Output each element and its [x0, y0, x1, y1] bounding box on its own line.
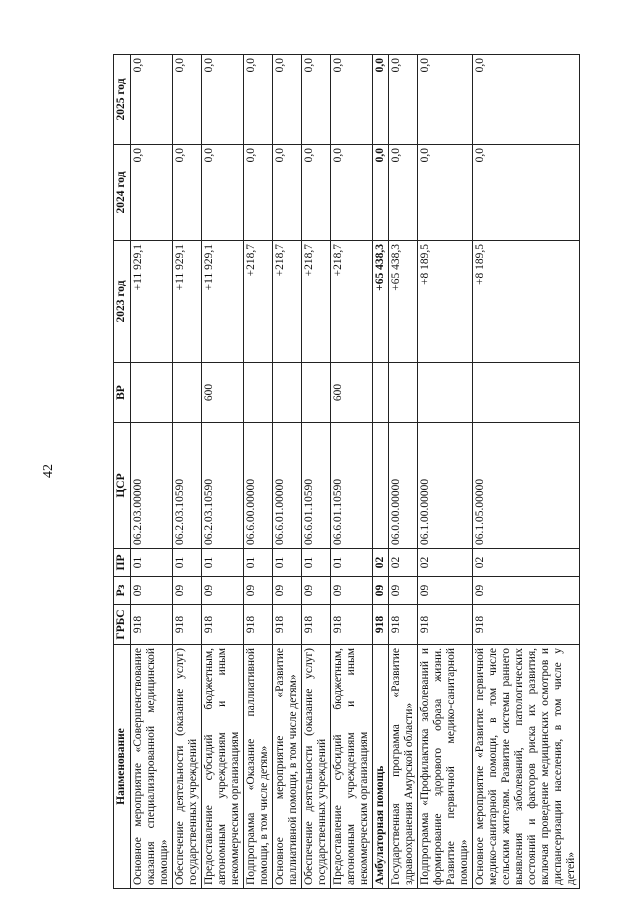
cell-pr: 02 [373, 549, 389, 577]
cell-pr: 01 [173, 549, 202, 577]
cell-csr: 06.1.00.00000 [418, 423, 473, 549]
cell-2023: +65 438,3 [373, 241, 389, 363]
header-pr: ПР [114, 549, 131, 577]
table-row [302, 55, 331, 889]
cell-vr [373, 363, 389, 423]
cell-name: Основное мероприятие «Развитие первичной медико-санитарной помощи, в том числе сельским жителям. Развитие системы раннего выявления заболеваний, патологических состояний и факторов риска их развития, включая проведение медицинских осмотров и диспансеризации населения, в том числе у детей» [473, 645, 580, 889]
cell-rz: 09 [302, 577, 331, 605]
cell-pr: 01 [131, 549, 173, 577]
cell-name: Обеспечение деятельности (оказание услуг) государственных учреждений [173, 645, 202, 889]
cell-pr: 01 [302, 549, 331, 577]
cell-csr: 06.2.03.10590 [202, 423, 244, 549]
cell-2025: 0,0 [173, 55, 202, 145]
cell-grbs: 918 [473, 605, 580, 645]
cell-pr: 02 [473, 549, 580, 577]
table-row [202, 55, 244, 889]
cell-2025: 0,0 [418, 55, 473, 145]
cell-name: Обеспечение деятельности (оказание услуг) государственных учреждений [302, 645, 331, 889]
cell-2025: 0,0 [331, 55, 373, 145]
cell-rz: 09 [389, 577, 418, 605]
cell-2023: +218,7 [273, 241, 302, 363]
cell-2025: 0,0 [131, 55, 173, 145]
cell-2023: +65 438,3 [389, 241, 418, 363]
cell-name: Государственная программа «Развитие здравоохранения Амурской области» [389, 645, 418, 889]
cell-pr: 02 [389, 549, 418, 577]
cell-rz: 09 [202, 577, 244, 605]
cell-grbs: 918 [302, 605, 331, 645]
cell-csr: 06.6.01.00000 [273, 423, 302, 549]
cell-grbs: 918 [244, 605, 273, 645]
cell-csr: 06.6.01.10590 [331, 423, 373, 549]
cell-rz: 09 [473, 577, 580, 605]
page-number: 42 [41, 464, 56, 478]
cell-vr [389, 363, 418, 423]
cell-csr: 06.6.01.10590 [302, 423, 331, 549]
cell-2025: 0,0 [302, 55, 331, 145]
table-body [131, 55, 580, 889]
header-csr: ЦСР [114, 423, 131, 549]
cell-vr [244, 363, 273, 423]
header-name: Наименование [114, 645, 131, 889]
cell-vr: 600 [202, 363, 244, 423]
cell-name: Подпрограмма «Оказание паллиативной помощи, в том числе детям» [244, 645, 273, 889]
cell-2025: 0,0 [244, 55, 273, 145]
cell-2025: 0,0 [202, 55, 244, 145]
table-row [173, 55, 202, 889]
cell-grbs: 918 [131, 605, 173, 645]
cell-pr: 01 [244, 549, 273, 577]
cell-rz: 09 [244, 577, 273, 605]
cell-vr: 600 [331, 363, 373, 423]
cell-2023: +11 929,1 [173, 241, 202, 363]
header-2025: 2025 год [114, 55, 131, 145]
table-row [473, 55, 580, 889]
cell-rz: 09 [418, 577, 473, 605]
table-row [273, 55, 302, 889]
cell-vr [418, 363, 473, 423]
cell-name: Предоставление субсидий бюджетным, автономным учреждениям и иным некоммерческим организациям [202, 645, 244, 889]
cell-grbs: 918 [418, 605, 473, 645]
cell-name: Подпрограмма «Профилактика заболеваний и формирование здорового образа жизни. Развитие первичной медико-санитарной помощи» [418, 645, 473, 889]
header-rz: Рз [114, 577, 131, 605]
cell-grbs: 918 [373, 605, 389, 645]
table-header-row [114, 55, 131, 889]
cell-grbs: 918 [389, 605, 418, 645]
table-row [373, 55, 389, 889]
cell-name: Основное мероприятие «Совершенствование оказания специализированной медицинской помощи» [131, 645, 173, 889]
cell-2023: +11 929,1 [131, 241, 173, 363]
cell-vr [131, 363, 173, 423]
cell-csr: 06.2.03.10590 [173, 423, 202, 549]
cell-2023: +218,7 [302, 241, 331, 363]
cell-2024: 0,0 [302, 145, 331, 241]
cell-pr: 01 [273, 549, 302, 577]
cell-2024: 0,0 [473, 145, 580, 241]
cell-vr [302, 363, 331, 423]
header-vr: ВР [114, 363, 131, 423]
cell-csr: 06.2.03.00000 [131, 423, 173, 549]
table-row [131, 55, 173, 889]
cell-rz: 09 [131, 577, 173, 605]
cell-csr: 06.0.00.00000 [389, 423, 418, 549]
cell-pr: 01 [331, 549, 373, 577]
cell-2024: 0,0 [244, 145, 273, 241]
cell-csr: 06.1.05.00000 [473, 423, 580, 549]
table-frame [113, 55, 627, 889]
cell-2024: 0,0 [173, 145, 202, 241]
header-grbs: ГРБС [114, 605, 131, 645]
cell-2024: 0,0 [418, 145, 473, 241]
cell-2025: 0,0 [389, 55, 418, 145]
header-2024: 2024 год [114, 145, 131, 241]
cell-rz: 09 [373, 577, 389, 605]
cell-2023: +8 189,5 [418, 241, 473, 363]
cell-2024: 0,0 [202, 145, 244, 241]
rotated-table-container [113, 55, 627, 889]
cell-2025: 0,0 [273, 55, 302, 145]
header-2023: 2023 год [114, 241, 131, 363]
table-row [244, 55, 273, 889]
cell-csr: 06.6.00.00000 [244, 423, 273, 549]
cell-2024: 0,0 [373, 145, 389, 241]
cell-2024: 0,0 [131, 145, 173, 241]
cell-2025: 0,0 [473, 55, 580, 145]
cell-2024: 0,0 [389, 145, 418, 241]
cell-2023: +8 189,5 [473, 241, 580, 363]
cell-vr [473, 363, 580, 423]
cell-2023: +218,7 [331, 241, 373, 363]
cell-pr: 02 [418, 549, 473, 577]
cell-2023: +11 929,1 [202, 241, 244, 363]
cell-2025: 0,0 [373, 55, 389, 145]
cell-vr [273, 363, 302, 423]
cell-grbs: 918 [273, 605, 302, 645]
cell-2024: 0,0 [273, 145, 302, 241]
cell-rz: 09 [173, 577, 202, 605]
cell-grbs: 918 [331, 605, 373, 645]
cell-grbs: 918 [173, 605, 202, 645]
cell-rz: 09 [273, 577, 302, 605]
cell-csr [373, 423, 389, 549]
cell-2024: 0,0 [331, 145, 373, 241]
table-row [389, 55, 418, 889]
cell-name: Амбулаторная помощь [373, 645, 389, 889]
table-row [418, 55, 473, 889]
cell-vr [173, 363, 202, 423]
cell-pr: 01 [202, 549, 244, 577]
cell-2023: +218,7 [244, 241, 273, 363]
table-row [331, 55, 373, 889]
budget-table [113, 54, 580, 889]
cell-grbs: 918 [202, 605, 244, 645]
cell-name: Предоставление субсидий бюджетным, автономным учреждениям и иным некоммерческим организациям [331, 645, 373, 889]
cell-name: Основное мероприятие «Развитие паллиативной помощи, в том числе детям» [273, 645, 302, 889]
cell-rz: 09 [331, 577, 373, 605]
